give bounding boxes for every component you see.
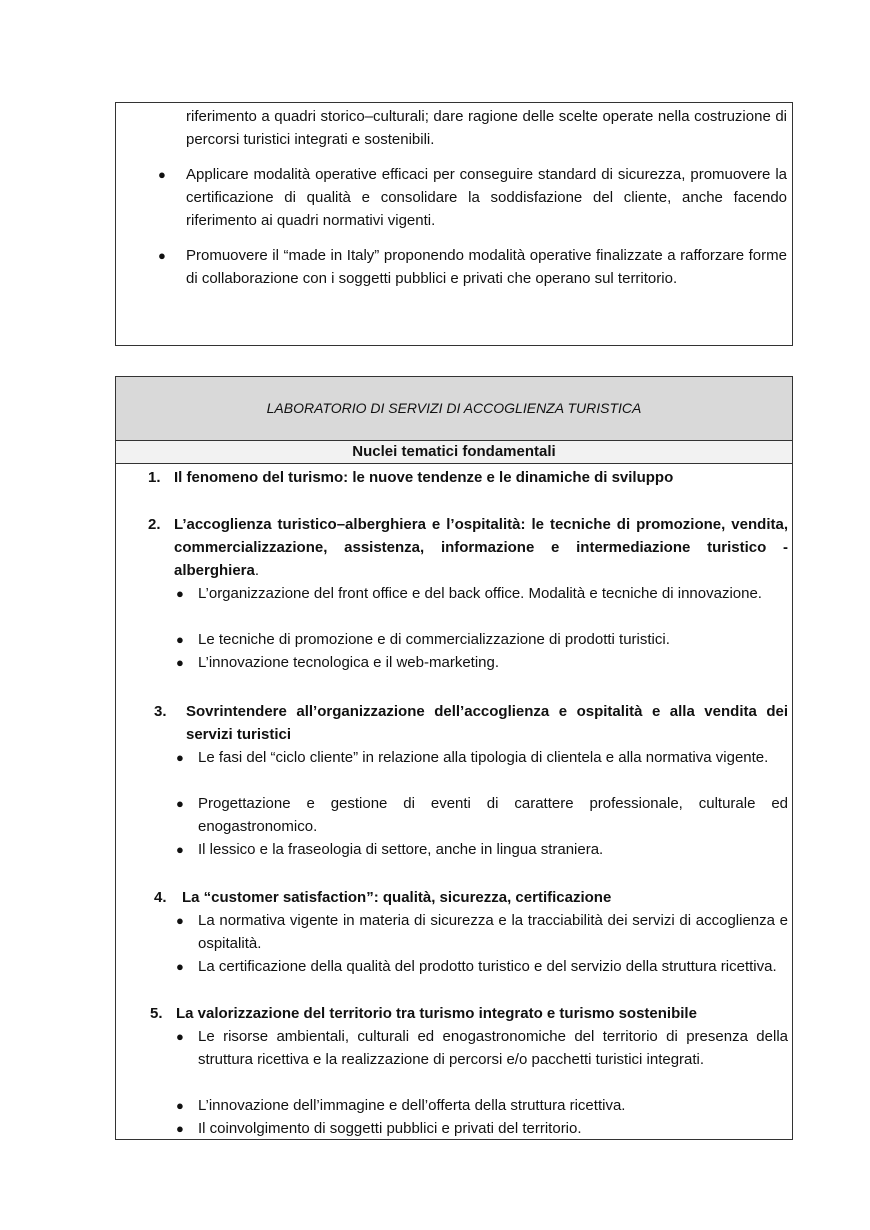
bullet-icon: ● <box>176 842 184 857</box>
list-item: ● Il coinvolgimento di soggetti pubblici e privati del territorio. <box>198 1117 788 1140</box>
list-item: ● L’innovazione dell’immagine e dell’offerta della struttura ricettiva. <box>198 1094 788 1117</box>
section-number: 1. <box>148 469 161 486</box>
list-item: ● L’organizzazione del front office e del back office. Modalità e tecniche di innovazione. <box>198 582 788 605</box>
list-item: ● Le risorse ambientali, culturali ed enogastronomiche del territorio di presenza della struttura ricettiva e la realizzazione di percorsi e/o pacchetti turistici integrati. <box>198 1025 788 1071</box>
section-heading: La “customer satisfaction”: qualità, sicurezza, certificazione <box>182 889 612 906</box>
bullet-icon: ● <box>176 959 184 974</box>
list-item: ● Le fasi del “ciclo cliente” in relazione alla tipologia di clientela e alla normativa vigente. <box>198 746 788 769</box>
continuation-text: riferimento a quadri storico–culturali; dare ragione delle scelte operate nella costruzione di percorsi turistici integrati e sostenibili. <box>186 108 787 148</box>
section-heading: Il fenomeno del turismo: le nuove tendenze e le dinamiche di sviluppo <box>174 469 674 486</box>
list-item: ● La certificazione della qualità del prodotto turistico e del servizio della struttura ricettiva. <box>198 955 788 978</box>
bullet-icon: ● <box>176 1121 184 1136</box>
section-heading: La valorizzazione del territorio tra turismo integrato e turismo sostenibile <box>176 1005 697 1022</box>
list-item: ● Promuovere il “made in Italy” proponendo modalità operative finalizzate a rafforzare forme di collaborazione con i soggetti pubblici e privati che operano sul territorio. <box>186 244 787 290</box>
objectives-box <box>115 102 793 346</box>
bullet-icon: ● <box>176 1098 184 1113</box>
bullet-icon: ● <box>176 632 184 647</box>
bullet-icon: ● <box>158 248 166 263</box>
table-subtitle: Nuclei tematici fondamentali <box>116 441 792 464</box>
list-item: ● Applicare modalità operative efficaci per conseguire standard di sicurezza, promuovere la certificazione di qualità e consolidare la soddisfazione del cliente, anche facendo riferimento ai quadri normativi vigenti. <box>186 163 787 232</box>
bullet-icon: ● <box>176 750 184 765</box>
section-heading: L’accoglienza turistico–alberghiera e l’ospitalità: le tecniche di promozione, vendita, commercializzazione, assistenza, informazione e intermediazione turistico - alberghiera. <box>174 516 788 579</box>
bullet-icon: ● <box>176 586 184 601</box>
section-number: 5. <box>150 1005 163 1022</box>
bullet-icon: ● <box>176 655 184 670</box>
bullet-icon: ● <box>176 913 184 928</box>
table-title: LABORATORIO DI SERVIZI DI ACCOGLIENZA TURISTICA <box>116 377 792 441</box>
list-item: ● Progettazione e gestione di eventi di carattere professionale, culturale ed enogastronomico. <box>198 792 788 838</box>
bullet-icon: ● <box>158 167 166 182</box>
section-number: 4. <box>154 889 167 906</box>
list-item: ● La normativa vigente in materia di sicurezza e la tracciabilità dei servizi di accoglienza e ospitalità. <box>198 909 788 955</box>
list-item: ● L’innovazione tecnologica e il web-marketing. <box>198 651 788 674</box>
bullet-icon: ● <box>176 796 184 811</box>
list-item: ● Le tecniche di promozione e di commercializzazione di prodotti turistici. <box>198 628 788 651</box>
section-number: 2. <box>148 516 161 533</box>
bullet-icon: ● <box>176 1029 184 1044</box>
lab-table <box>115 376 793 1140</box>
section-number: 3. <box>154 703 167 720</box>
section-heading: Sovrintendere all’organizzazione dell’accoglienza e ospitalità e alla vendita dei servizi turistici <box>186 703 788 743</box>
list-item: ● Il lessico e la fraseologia di settore, anche in lingua straniera. <box>198 838 788 861</box>
